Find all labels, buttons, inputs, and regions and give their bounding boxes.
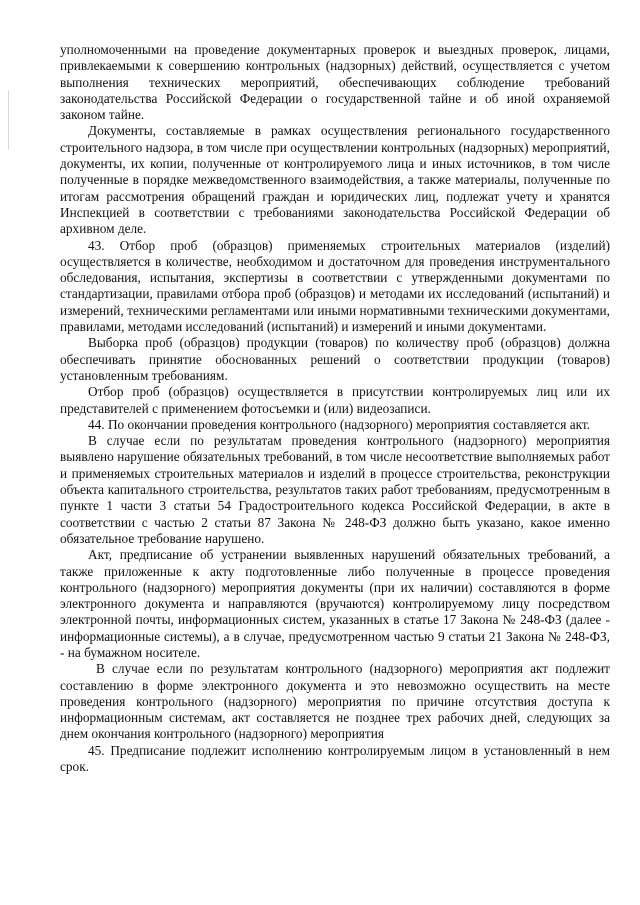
scan-edge-mark [8, 90, 9, 150]
paragraph-violation-found: В случае если по результатам проведения контрольного (надзорного) мероприятия выявлено нарушение обязательных требований, в том числе несоответствие выполняемых работ и применяемых строительных материалов и изделий в процессе строительства, реконструкции объекта капитального строительства, результатов таких работ требованиям, предусмотренным в пункте 1 части 3 статьи 54 Градостроительного кодекса Российской Федерации, в акте в соответствии с частью 2 статьи 87 Закона № 248-ФЗ должно быть указано, какое именно обязательное требование нарушено. [60, 433, 610, 546]
paragraph-documents-storage: Документы, составляемые в рамках осуществления регионального государственного строительного надзора, в том числе при осуществлении контрольных (надзорных) мероприятий, документы, их копии, полученные от контролируемого лица и иных источников, в том числе полученные в порядке межведомственного взаимодействия, а также материалы, полученные по итогам рассмотрения обращений граждан и юридических лиц, подлежат учету и хранятся Инспекцией в соответствии с требованиями законодательства Российской Федерации об архивном деле. [60, 123, 610, 237]
paragraph-sample-selection: Выборка проб (образцов) продукции (товаров) по количеству проб (образцов) должна обеспечивать принятие обоснованных решений о соответствии продукции (товаров) установленным требованиям. [60, 335, 610, 383]
paragraph-sampling-presence: Отбор проб (образцов) осуществляется в присутствии контролируемых лиц или их представителей с применением фотосъемки и (или) видеозаписи. [60, 384, 610, 416]
paragraph-act-delivery: Акт, предписание об устранении выявленных нарушений обязательных требований, а также приложенные к акту подготовленные либо полученные в процессе проведения контрольного (надзорного) мероприятия документы (при их наличии) составляются в форме электронного документа и направляются (вручаются) контролируемому лицу посредством электронной почты, информационных систем, указанных в статье 17 Закона № 248-ФЗ (далее - информационные системы), а в случае, предусмотренном частью 9 статьи 21 Закона № 248-ФЗ, - на бумажном носителе. [60, 547, 610, 660]
paragraph-44-act: 44. По окончании проведения контрольного (надзорного) мероприятия составляется акт. [88, 416, 591, 432]
paragraph-act-deadline: В случае если по результатам контрольного (надзорного) мероприятия акт подлежит составлению в форме электронного документа и это невозможно осуществить на месте проведения контрольного (надзорного) мероприятия по причине отсутствия доступа к информационным системам, акт составляется не позднее трех рабочих дней, следующих за днем окончания контрольного (надзорного) мероприятия [60, 661, 610, 742]
paragraph-continuation: уполномоченными на проведение документарных проверок и выездных проверок, лицами, привлекаемыми к совершению контрольных (надзорных) действий, осуществляется с учетом выполнения технических мероприятий, обеспечивающих соблюдение требований законодательства Российской Федерации о государственной тайне и об иной охраняемой законом тайне. [60, 42, 610, 123]
paragraph-45-order: 45. Предписание подлежит исполнению контролируемым лицом в установленный в нем срок. [60, 742, 610, 775]
document-page [60, 42, 610, 775]
paragraph-43-sampling: 43. Отбор проб (образцов) применяемых строительных материалов (изделий) осуществляется в количестве, необходимом и достаточном для проведения инструментального обследования, испытания, экспертизы в соответствии с утвержденными документами по стандартизации, правилами отбора проб (образцов) и методами их исследований (испытаний) и измерений, техническими регламентами или иными нормативными техническими документами, правилами, методами исследований (испытаний) и измерений и иными документами. [60, 237, 610, 335]
